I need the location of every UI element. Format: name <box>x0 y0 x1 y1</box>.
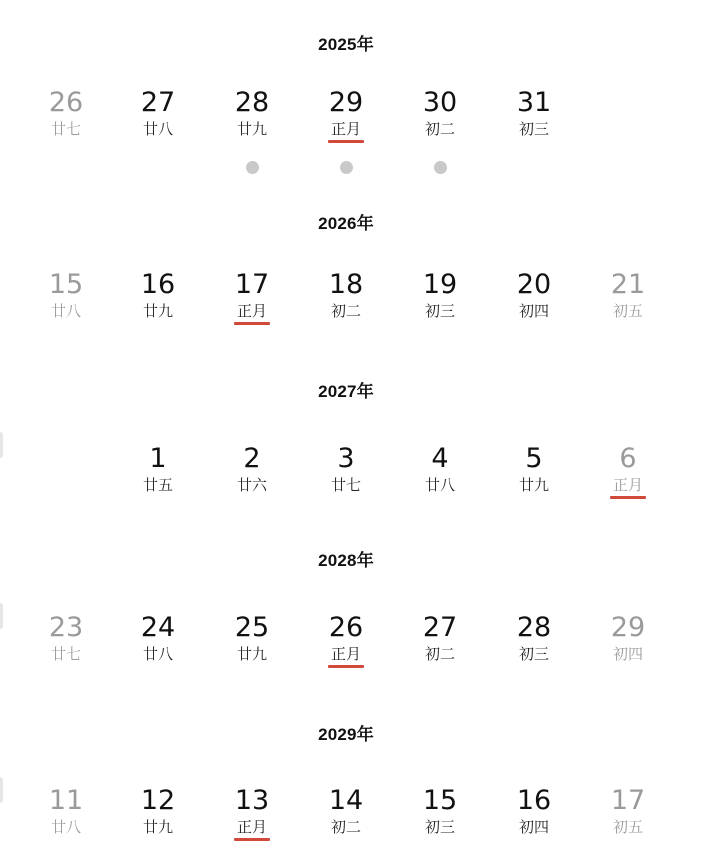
day-number: 19 <box>422 269 458 300</box>
lunar-date: 廿九 <box>142 302 173 320</box>
day-cell[interactable] <box>593 270 663 330</box>
year-title: 2027年 <box>318 382 374 401</box>
day-number: 17 <box>234 269 270 300</box>
day-number: 26 <box>328 612 364 643</box>
day-cell[interactable] <box>311 88 381 148</box>
lunar-date: 初三 <box>424 818 455 836</box>
lunar-date: 廿七 <box>50 645 81 663</box>
lunar-date: 廿八 <box>50 302 81 320</box>
day-number: 20 <box>516 269 552 300</box>
lunar-date: 初五 <box>612 818 643 836</box>
lunar-date: 正月 <box>328 644 364 668</box>
lunar-date: 正月 <box>328 119 364 143</box>
day-cell[interactable] <box>311 786 381 846</box>
year-title: 2028年 <box>318 551 374 570</box>
day-cell[interactable] <box>123 270 193 330</box>
lunar-date: 正月 <box>234 817 270 841</box>
week-row <box>0 88 717 148</box>
day-cell[interactable] <box>593 786 663 846</box>
lunar-date: 廿八 <box>142 120 173 138</box>
lunar-date: 正月 <box>610 475 646 499</box>
festival-underline <box>234 838 270 841</box>
day-number: 30 <box>422 87 458 118</box>
day-cell[interactable] <box>311 444 381 504</box>
day-number: 27 <box>422 612 458 643</box>
day-number: 31 <box>516 87 552 118</box>
lunar-date: 廿七 <box>50 120 81 138</box>
lunar-date: 初二 <box>424 120 455 138</box>
day-cell[interactable] <box>405 786 475 846</box>
day-cell[interactable] <box>499 613 569 673</box>
lunar-date: 廿六 <box>236 476 267 494</box>
day-cell[interactable] <box>499 88 569 148</box>
festival-underline <box>610 496 646 499</box>
lunar-date: 廿七 <box>330 476 361 494</box>
day-number: 26 <box>48 87 84 118</box>
day-cell[interactable] <box>499 786 569 846</box>
lunar-date: 初四 <box>612 645 643 663</box>
day-cell[interactable] <box>405 88 475 148</box>
year-title: 2026年 <box>318 214 374 233</box>
lunar-date: 初二 <box>424 645 455 663</box>
day-number: 24 <box>140 612 176 643</box>
day-number: 1 <box>149 443 167 474</box>
event-dot <box>434 161 447 174</box>
lunar-date: 廿八 <box>50 818 81 836</box>
day-number: 16 <box>516 785 552 816</box>
day-number: 15 <box>422 785 458 816</box>
lunar-date: 廿九 <box>236 120 267 138</box>
lunar-date: 初二 <box>330 818 361 836</box>
year-title: 2025年 <box>318 35 374 54</box>
event-dot <box>246 161 259 174</box>
lunar-date: 廿五 <box>142 476 173 494</box>
year-title: 2029年 <box>318 725 374 744</box>
day-number: 25 <box>234 612 270 643</box>
lunar-date: 初五 <box>612 302 643 320</box>
day-cell[interactable] <box>217 270 287 330</box>
day-number: 13 <box>234 785 270 816</box>
day-cell[interactable] <box>31 88 101 148</box>
lunar-date: 廿八 <box>424 476 455 494</box>
lunar-date: 初二 <box>330 302 361 320</box>
day-cell[interactable] <box>593 613 663 673</box>
day-cell[interactable] <box>123 88 193 148</box>
week-row <box>0 786 717 846</box>
day-cell[interactable] <box>217 613 287 673</box>
day-number: 4 <box>431 443 449 474</box>
day-number: 29 <box>328 87 364 118</box>
day-number: 11 <box>48 785 84 816</box>
day-cell[interactable] <box>123 444 193 504</box>
day-cell[interactable] <box>499 270 569 330</box>
lunar-date: 初三 <box>518 645 549 663</box>
day-number: 16 <box>140 269 176 300</box>
day-cell[interactable] <box>593 444 663 504</box>
lunar-date: 初三 <box>518 120 549 138</box>
event-dot <box>340 161 353 174</box>
day-number: 6 <box>619 443 637 474</box>
day-cell[interactable] <box>123 613 193 673</box>
week-row <box>0 444 717 504</box>
festival-underline <box>234 322 270 325</box>
day-cell[interactable] <box>31 786 101 846</box>
day-cell[interactable] <box>311 270 381 330</box>
day-number: 29 <box>610 612 646 643</box>
day-number: 12 <box>140 785 176 816</box>
lunar-date: 廿八 <box>142 645 173 663</box>
day-cell[interactable] <box>31 613 101 673</box>
day-cell[interactable] <box>405 613 475 673</box>
lunar-date: 初三 <box>424 302 455 320</box>
lunar-date: 廿九 <box>518 476 549 494</box>
day-cell[interactable] <box>311 613 381 673</box>
day-number: 21 <box>610 269 646 300</box>
lunar-date: 初四 <box>518 818 549 836</box>
day-number: 28 <box>516 612 552 643</box>
lunar-date: 正月 <box>234 301 270 325</box>
week-row <box>0 613 717 673</box>
day-cell[interactable] <box>217 786 287 846</box>
festival-underline <box>328 140 364 143</box>
day-number: 28 <box>234 87 270 118</box>
day-cell[interactable] <box>499 444 569 504</box>
day-cell[interactable] <box>405 270 475 330</box>
week-row <box>0 270 717 330</box>
day-number: 17 <box>610 785 646 816</box>
day-cell[interactable] <box>31 270 101 330</box>
day-number: 14 <box>328 785 364 816</box>
day-number: 3 <box>337 443 355 474</box>
day-number: 23 <box>48 612 84 643</box>
day-number: 18 <box>328 269 364 300</box>
day-number: 5 <box>525 443 543 474</box>
lunar-date: 初四 <box>518 302 549 320</box>
day-number: 27 <box>140 87 176 118</box>
day-cell[interactable] <box>405 444 475 504</box>
day-cell[interactable] <box>217 444 287 504</box>
day-number: 2 <box>243 443 261 474</box>
festival-underline <box>328 665 364 668</box>
lunar-date: 廿九 <box>236 645 267 663</box>
day-cell[interactable] <box>217 88 287 148</box>
day-cell[interactable] <box>123 786 193 846</box>
day-number: 15 <box>48 269 84 300</box>
lunar-date: 廿九 <box>142 818 173 836</box>
